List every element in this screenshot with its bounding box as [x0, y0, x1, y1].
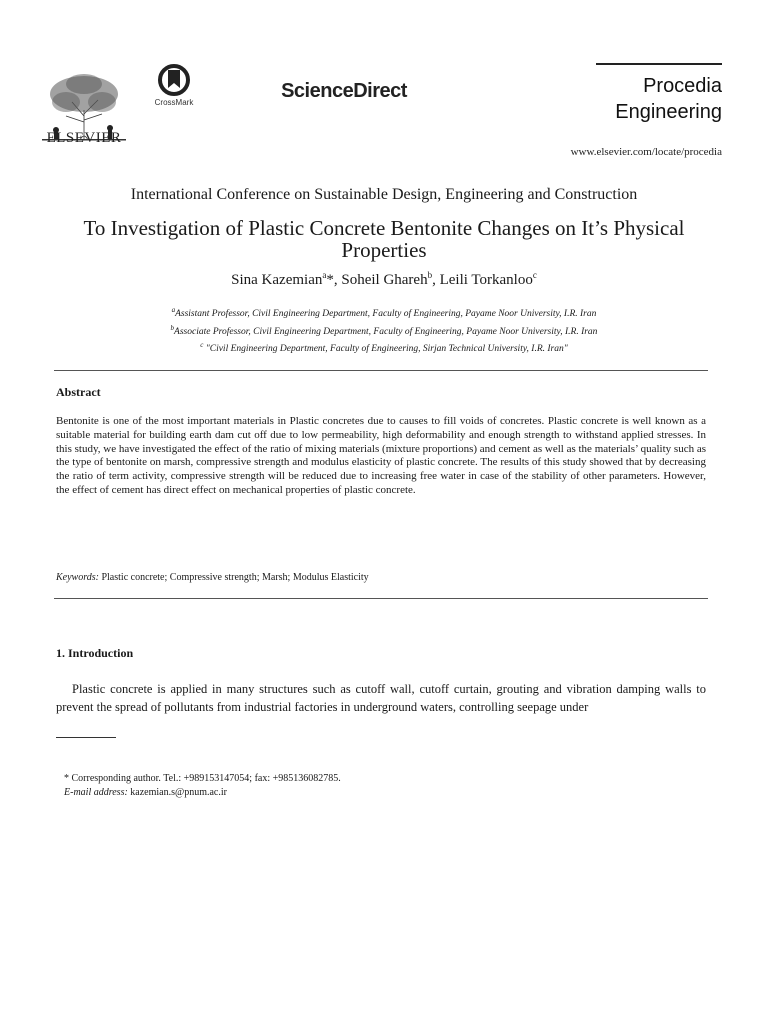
affiliation-text: Assistant Professor, Civil Engineering Department, Faculty of Engineering, Payame Noor University, I.R. Iran — [175, 309, 597, 320]
affiliation-item — [60, 322, 708, 340]
affiliation-item — [60, 339, 708, 357]
affiliation-text: Associate Professor, Civil Engineering Department, Faculty of Engineering, Payame Noor University, I.R. Iran — [174, 326, 598, 337]
affiliation-text: "Civil Engineering Department, Faculty of Engineering, Sirjan Technical University, I.R. Iran" — [203, 344, 568, 355]
email-line — [64, 786, 664, 800]
keywords-text: Plastic concrete; Compressive strength; Marsh; Modulus Elasticity — [98, 572, 369, 583]
affiliation-marker: a — [171, 306, 176, 314]
affiliation-list — [60, 304, 708, 357]
author-list — [60, 270, 708, 289]
publisher-name: ELSEVIER — [46, 130, 122, 146]
footnote-divider — [56, 737, 116, 738]
author-separator: , — [432, 272, 440, 288]
journal-url-link[interactable]: www.elsevier.com/locate/procedia — [570, 146, 722, 158]
abstract-body: Bentonite is one of the most important materials in Plastic concretes due to causes to fill voids of concretes. Plastic concrete is well known as a suitable material for building earth dam cut off due to low permeability, high deformability and enough strength to withstand applied stresses. In this study, we have investigated the effect of the ratio of mixing materials (mixture proportions) and cement as well as the materials’ quality such as the type of bentonite on marsh, compressive strength and modulus elasticity of plastic concrete. The results of this study showed that by decreasing the ratio of term activity, compressive strength will be reduced due to increasing free water in case of the stability of other parameters. However, the effect of cement has direct effect on mechanical properties of plastic concrete. — [56, 415, 706, 496]
journal-title-line1: Procedia — [643, 75, 722, 97]
abstract-top-divider — [54, 370, 708, 371]
affiliation-marker: b — [170, 323, 175, 332]
sciencedirect-logo[interactable]: ScienceDirect — [281, 80, 407, 102]
affiliation-item — [60, 304, 708, 322]
author-affil-marker: c — [532, 270, 537, 280]
paper-title: To Investigation of Plastic Concrete Bentonite Changes on It’s Physical Properties — [83, 216, 685, 262]
journal-title-line2: Engineering — [615, 101, 722, 123]
keywords-line — [56, 572, 706, 583]
author-affil-marker: b — [427, 270, 433, 280]
author-name: Leili Torkanloo — [439, 272, 533, 288]
section-heading-introduction: 1. Introduction — [56, 646, 134, 660]
conference-name: International Conference on Sustainable Design, Engineering and Construction — [130, 186, 638, 203]
abstract-bottom-divider — [54, 598, 708, 599]
email-label: E-mail address: — [64, 787, 128, 798]
footnote — [64, 772, 664, 800]
corresponding-author-note: * Corresponding author. Tel.: +989153147054; fax: +985136082785. — [64, 773, 341, 784]
email-address-link[interactable]: kazemian.s@pnum.ac.ir — [127, 787, 227, 798]
affiliation-marker: c — [200, 341, 204, 350]
author-name: Soheil Ghareh — [341, 272, 428, 288]
crossmark-label: CrossMark — [154, 98, 194, 107]
journal-title — [590, 73, 722, 125]
introduction-body: Plastic concrete is applied in many structures such as cutoff wall, cutoff curtain, grouting and vibration damping walls to prevent the spread of pollutants from industrial factories in underground waters, controlling seepage under — [56, 682, 706, 714]
journal-top-rule — [596, 63, 722, 65]
author-name: Sina Kazemian — [231, 272, 323, 288]
abstract-heading: Abstract — [56, 385, 101, 399]
author-separator: *, — [326, 272, 342, 288]
keywords-label: Keywords: — [56, 572, 99, 583]
author-affil-marker: a — [322, 270, 327, 280]
